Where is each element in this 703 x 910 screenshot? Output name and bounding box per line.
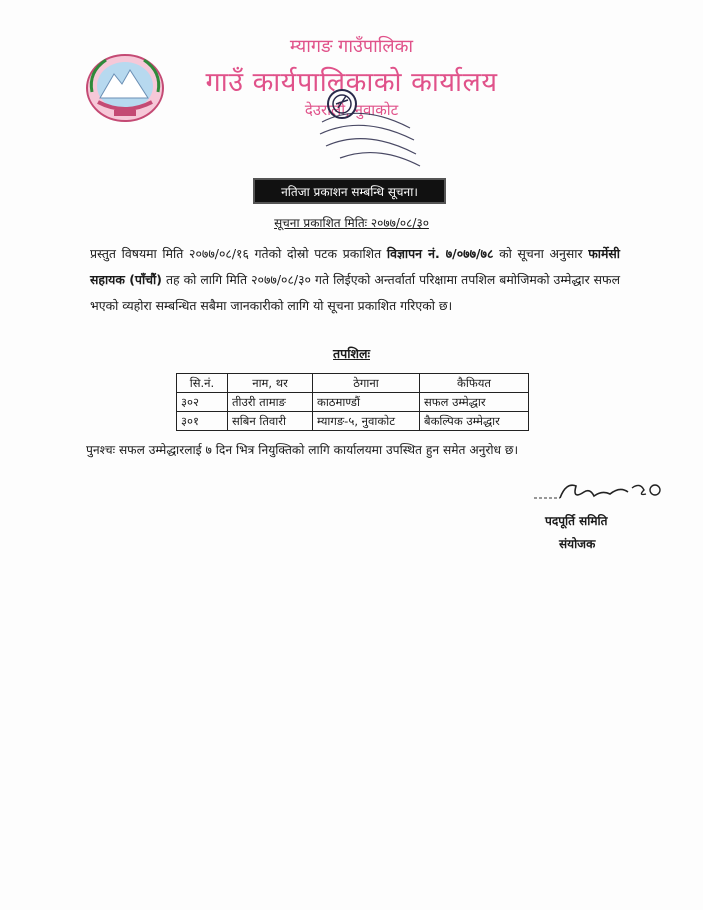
notice-title-box: [253, 178, 446, 204]
notice-body: [90, 241, 620, 319]
office-name: गाउँ कार्यपालिकाको कार्यालय: [205, 67, 498, 98]
cell-name: सबिन तिवारी: [228, 412, 313, 431]
cell-address: म्यागङ-५, नुवाकोट: [313, 412, 420, 431]
signatory-title: पदपूर्ति समिति: [545, 514, 608, 528]
header-remarks: कैफियत: [420, 374, 529, 393]
table-row: [177, 412, 529, 431]
body-part-1: प्रस्तुत विषयमा मिति २०७७/०८/१६ गतेको दोस्रो पटक प्रकाशित: [90, 246, 387, 261]
signature-icon: [532, 478, 672, 508]
header-serial: सि.नं.: [177, 374, 228, 393]
results-table: [176, 373, 529, 431]
advertisement-number: विज्ञापन नं. ७/०७७/७८: [386, 246, 494, 261]
table-header-row: [177, 374, 529, 393]
table-heading: तपशिलः: [333, 346, 370, 361]
table-row: [177, 393, 529, 412]
header-name: नाम, थर: [228, 374, 313, 393]
footnote: पुनश्चः सफल उम्मेद्धारलाई ७ दिन भित्र नियुक्तिको लागि कार्यालयमा उपस्थित हुन समेत अनुरोध छ।: [86, 443, 519, 457]
notice-title: नतिजा प्रकाशन सम्बन्धि सूचना।: [281, 184, 418, 199]
cell-serial: ३०२: [177, 393, 228, 412]
header-address: ठेगाना: [313, 374, 420, 393]
published-date: सूचना प्रकाशित मितिः २०७७/०८/३०: [274, 216, 429, 230]
office-address: देउराली, नुवाकोट: [304, 101, 399, 119]
position-name: फार्मेसी सहायक (पाँचौं): [90, 246, 620, 287]
signatory-role: संयोजक: [559, 537, 596, 551]
cell-address: काठमाण्डौं: [313, 393, 420, 412]
body-part-2: को सूचना अनुसार: [493, 246, 589, 261]
office-stamp-icon: [300, 82, 430, 172]
body-part-3: तह को लागि मिति २०७७/०८/३० गते लिईएको अन्तर्वार्ता परिक्षामा तपशिल बमोजिमको उम्मेद्धार सफल भएको व्यहोरा सम्बन्धित सबैमा जानकारीको लागि यो सूचना प्रकाशित गरिएको छ।: [90, 272, 620, 313]
cell-name: तीउरी तामाङ: [228, 393, 313, 412]
municipality-name: म्यागङ गाउँपालिका: [289, 36, 414, 57]
cell-remarks: बैकल्पिक उम्मेद्धार: [420, 412, 529, 431]
cell-serial: ३०१: [177, 412, 228, 431]
cell-remarks: सफल उम्मेद्धार: [420, 393, 529, 412]
